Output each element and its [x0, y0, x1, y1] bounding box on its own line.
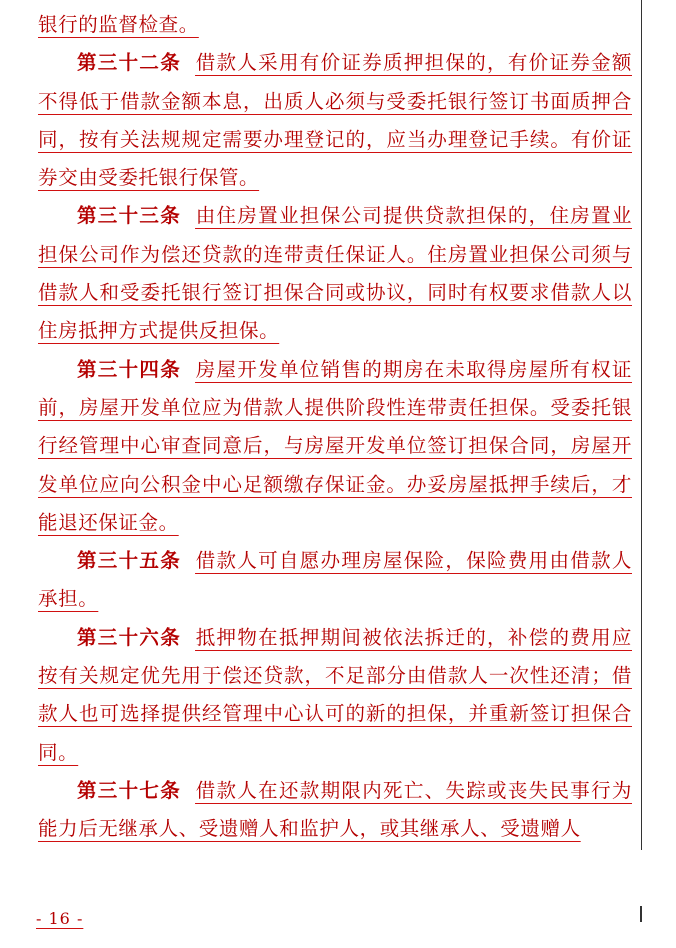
- article-34: [38, 351, 632, 542]
- article-text: 借款人采用有价证券质押担保的，有价证券金额不得低于借款金额本息，出质人必须与受委托银行签订书面质押合同，按有关法规规定需要办理登记的，应当办理登记手续。有价证券交由受委托银行保管。: [38, 51, 632, 190]
- article-label: 第三十四条: [77, 357, 182, 381]
- article-text: 由住房置业担保公司提供贷款担保的，住房置业担保公司作为偿还贷款的连带责任保证人。住房置业担保公司须与借款人和受委托银行签订担保合同或协议，同时有权要求借款人以住房抵押方式提供反担保。: [38, 204, 632, 343]
- article-text: 抵押物在抵押期间被依法拆迁的，补偿的费用应按有关规定优先用于偿还贷款，不足部分由借款人一次性还清；借款人也可选择提供经管理中心认可的新的担保，并重新签订担保合同。: [38, 625, 632, 764]
- article-text: 借款人可自愿办理房屋保险，保险费用由借款人承担。: [38, 549, 632, 611]
- document-body: [38, 6, 632, 849]
- article-33: [38, 197, 632, 350]
- right-margin-line: [641, 0, 642, 850]
- article-label: 第三十六条: [77, 625, 182, 649]
- article-37: [38, 772, 632, 849]
- continued-paragraph: [38, 6, 632, 44]
- article-text: 房屋开发单位销售的期房在未取得房屋所有权证前，房屋开发单位应为借款人提供阶段性连带责任担保。受委托银行经管理中心审查同意后，与房屋开发单位签订担保合同，房屋开发单位应向公积金中心足额缴存保证金。办妥房屋抵押手续后，才能退还保证金。: [38, 357, 632, 534]
- article-32: [38, 44, 632, 197]
- footer-margin-mark: [640, 906, 642, 922]
- article-35: [38, 542, 632, 619]
- continued-text: 银行的监督检查。: [38, 13, 199, 36]
- article-label: 第三十七条: [77, 778, 182, 802]
- article-36: [38, 619, 632, 772]
- article-label: 第三十五条: [77, 549, 182, 573]
- page-number: - 16 -: [36, 909, 84, 928]
- article-label: 第三十三条: [77, 204, 182, 228]
- article-text: 借款人在还款期限内死亡、失踪或丧失民事行为能力后无继承人、受遗赠人和监护人，或其继承人、受遗赠人: [38, 778, 632, 841]
- article-label: 第三十二条: [77, 51, 182, 75]
